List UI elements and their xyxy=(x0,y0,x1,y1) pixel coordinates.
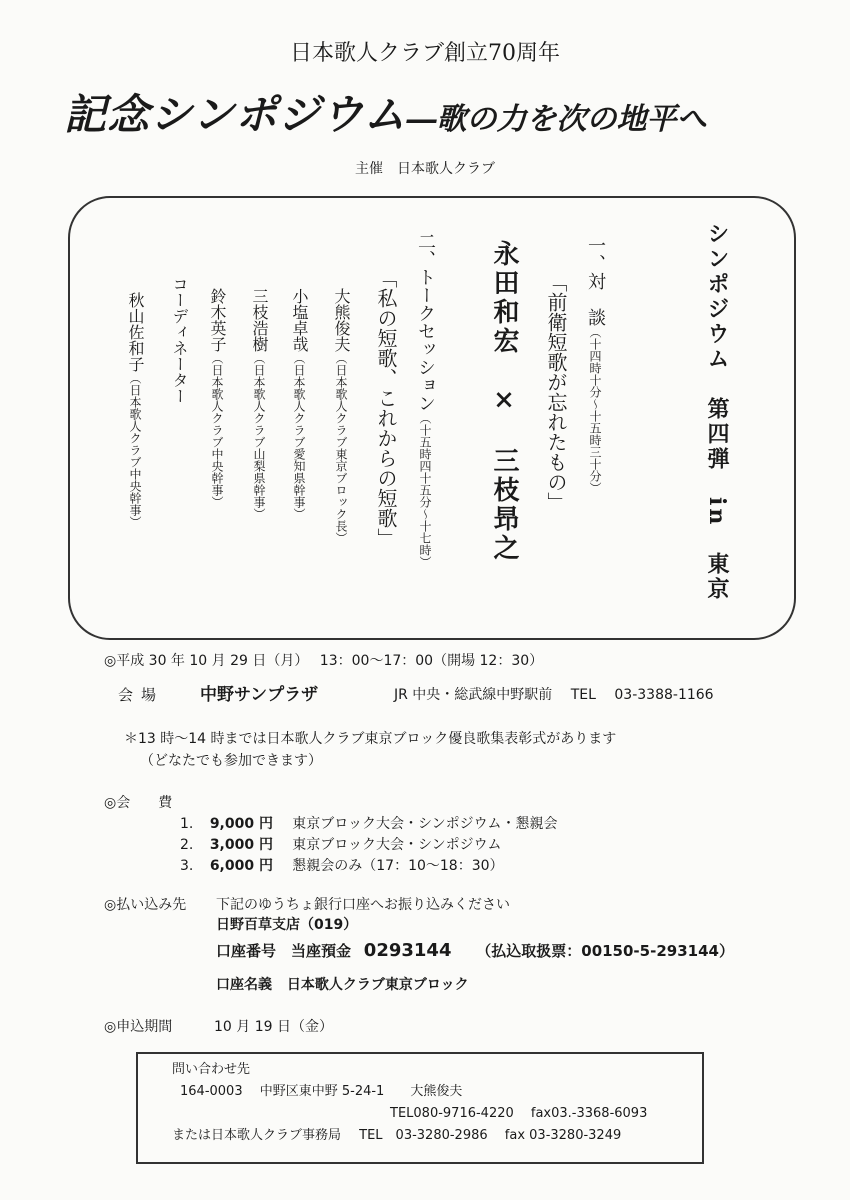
panelist xyxy=(206,288,229,508)
organizer: 主催 日本歌人クラブ xyxy=(355,161,495,177)
panelist-role: （日本歌人クラブ東京ブロック長） xyxy=(334,352,348,544)
payment-branch: 日野百草支店（019） xyxy=(216,917,358,933)
ceremony-note: ＊13 時～14 時までは日本歌人クラブ東京ブロック優良歌集表彰式があります xyxy=(124,731,617,747)
fee-amount: 9,000 円 xyxy=(209,816,273,832)
part1-heading xyxy=(582,236,608,494)
fee-amount: 6,000 円 xyxy=(209,858,273,874)
fee-number: 3. xyxy=(180,858,194,874)
office-label: または日本歌人クラブ事務局 xyxy=(172,1128,342,1143)
part1-time: （十四時十分～十五時三十分） xyxy=(588,326,602,494)
panelist-name: 三枝浩樹 xyxy=(250,288,269,352)
contact-phone-fax: TEL080‑9716‑4220 fax03.‑3368‑6093 xyxy=(390,1106,648,1121)
part2-theme: 「私の短歌、これからの短歌」 xyxy=(374,268,398,548)
title-subtitle: ―歌の力を次の地平へ xyxy=(406,102,707,137)
page-title xyxy=(64,82,707,142)
panelist-name: 鈴木英子 xyxy=(208,288,227,352)
fee-item xyxy=(180,813,558,833)
account-holder: 日本歌人クラブ東京ブロック xyxy=(286,977,469,993)
part1-theme: 「前衛短歌が忘れたもの」 xyxy=(544,272,568,512)
panelist xyxy=(248,288,271,520)
contact-address: 164‑0003 中野区東中野 5‑24‑1 大熊俊夫 xyxy=(180,1084,463,1099)
coordinator-role: （日本歌人クラブ中央幹事） xyxy=(128,372,142,528)
panelist xyxy=(288,288,311,520)
transfer-slip-number: （払込取扱票：00150‑5‑293144） xyxy=(476,942,734,960)
venue-access: JR 中央・総武線中野駅前 TEL 03‑3388‑1166 xyxy=(394,687,714,703)
panelist-name: 大熊俊夫 xyxy=(332,288,351,352)
account-label: 口座番号 当座預金 xyxy=(216,942,352,960)
panelist-role: （日本歌人クラブ愛知県幹事） xyxy=(292,352,306,520)
account-holder-row xyxy=(216,974,469,994)
fee-item xyxy=(180,834,502,854)
contact-title: 問い合わせ先 xyxy=(172,1062,251,1077)
part2-label: 二、トークセッション xyxy=(415,232,436,412)
deadline-value: 10 月 19 日（金） xyxy=(214,1019,333,1035)
part1-speakers: 永田和宏 × 三枝昻之 xyxy=(489,240,519,563)
part2-time: （十五時四十五分～十七時） xyxy=(418,412,432,568)
panelist xyxy=(330,288,353,544)
fee-item xyxy=(180,855,504,875)
coordinator-name: 秋山佐和子 xyxy=(126,292,145,372)
account-number: 0293144 xyxy=(363,940,452,961)
payment-instruction: 下記のゆうちょ銀行口座へお振り込みください xyxy=(216,897,510,913)
fee-description: 東京ブロック大会・シンポジウム・懇親会 xyxy=(292,816,558,832)
anniversary-heading: 日本歌人クラブ創立70周年 xyxy=(290,41,560,66)
office-contact xyxy=(172,1124,621,1143)
coordinator xyxy=(124,292,147,528)
fee-description: 東京ブロック大会・シンポジウム xyxy=(292,837,502,853)
panelist-role: （日本歌人クラブ山梨県幹事） xyxy=(252,352,266,520)
account-holder-label: 口座名義 xyxy=(216,977,272,993)
panelist-name: 小塩卓哉 xyxy=(290,288,309,352)
symposium-number: シンポジウム 第四弾 in 東京 xyxy=(704,222,730,603)
title-main: 記念シンポジウム xyxy=(64,90,407,139)
account-number-row xyxy=(216,940,734,961)
part2-heading xyxy=(412,232,438,568)
panelist-role: （日本歌人クラブ中央幹事） xyxy=(210,352,224,508)
venue-label: 会場 xyxy=(118,686,165,704)
coordinator-label: コーディネーター xyxy=(170,276,189,404)
deadline-label: ◎申込期間 xyxy=(104,1019,173,1035)
payment-label: ◎払い込み先 xyxy=(104,897,187,913)
fee-amount: 3,000 円 xyxy=(209,837,273,853)
fee-number: 2. xyxy=(180,837,194,853)
fee-description: 懇親会のみ（17：10～18：30） xyxy=(292,858,504,874)
fees-label: ◎会 費 xyxy=(104,795,173,811)
event-date: ◎平成 30 年 10 月 29 日（月） 13：00～17：00（開場 12：30） xyxy=(104,653,544,669)
office-phone-fax: TEL 03‑3280‑2986 fax 03‑3280‑3249 xyxy=(359,1128,622,1143)
ceremony-note-open: （どなたでも参加できます） xyxy=(140,753,322,769)
fee-number: 1. xyxy=(180,816,194,832)
venue-name: 中野サンプラザ xyxy=(200,685,319,705)
part1-label: 一、対 談 xyxy=(585,236,606,326)
